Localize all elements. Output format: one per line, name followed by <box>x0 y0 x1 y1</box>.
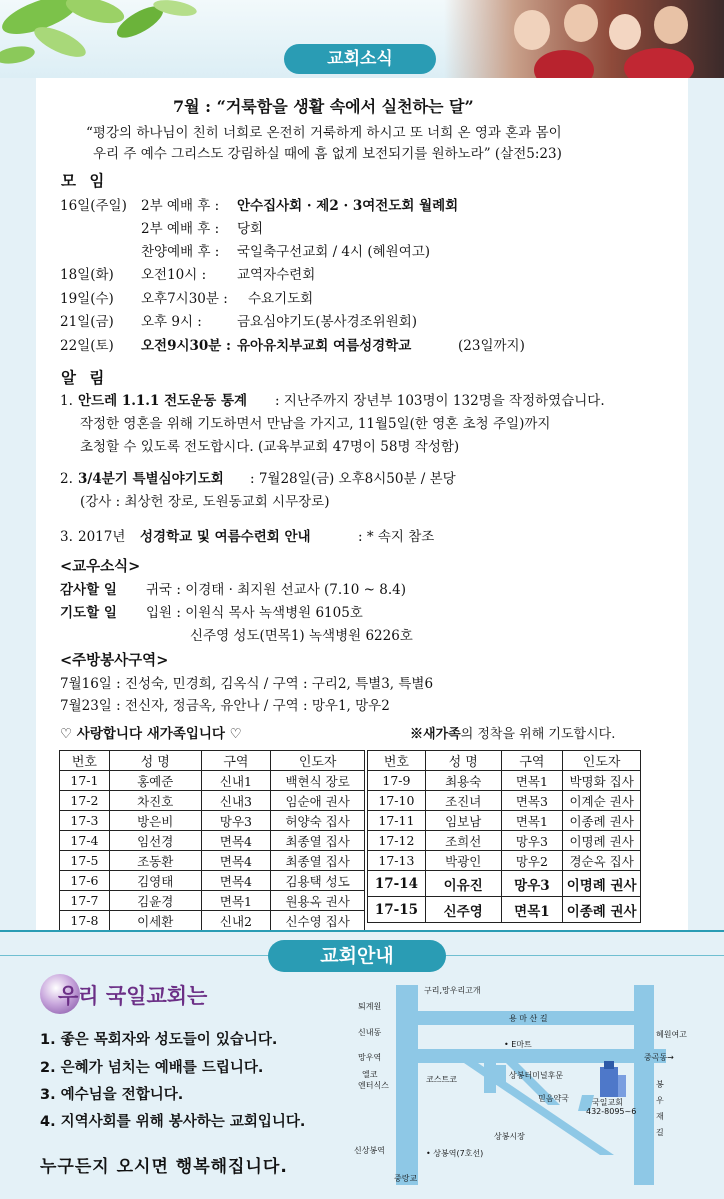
newcomers-note-text: 의 정착을 위해 기도합시다. <box>460 727 616 742</box>
map-label: 엔터식스 <box>358 1081 389 1090</box>
member-name: 이유진 <box>425 871 501 897</box>
table-row <box>368 871 641 897</box>
verse-line-1: “평강의 하나님이 친히 너희로 온전히 거룩하게 하시고 또 너희 온 영과 혼과 몸이 <box>86 125 562 141</box>
prayer-label: 기도할 일 <box>60 605 117 621</box>
thanks-text: 귀국 : 이경태 · 최지원 선교사 (7.10 ~ 8.4) <box>146 582 406 598</box>
choir-photo <box>444 0 724 78</box>
table-row <box>60 891 365 911</box>
member-number: 17-14 <box>368 871 426 897</box>
verse-line-2: 우리 주 예수 그리스도 강림하실 때에 흠 없게 보전되기를 원하노라” (살전5:23) <box>93 146 562 162</box>
member-number: 17-8 <box>60 911 110 931</box>
member-district: 망우3 <box>201 811 271 831</box>
meeting-time: 2부 예배 후 : <box>141 221 220 237</box>
member-name: 신주영 <box>425 897 501 923</box>
meeting-event: 교역자수련회 <box>237 267 316 283</box>
meeting-time: 오후 9시 : <box>141 314 202 330</box>
member-name: 임보남 <box>425 811 501 831</box>
member-district: 면목1 <box>201 891 271 911</box>
member-number: 17-6 <box>60 871 110 891</box>
member-guide: 이명례 권사 <box>563 831 641 851</box>
member-guide: 백현식 장로 <box>271 771 365 791</box>
member-guide: 신수영 집사 <box>271 911 365 931</box>
member-name: 박광인 <box>425 851 501 871</box>
kitchen-heading: <주방봉사구역> <box>60 652 169 669</box>
meeting-time: 2부 예배 후 : <box>141 198 220 214</box>
member-guide: 최종열 집사 <box>271 851 365 871</box>
meeting-day: 16일(주일) <box>60 198 127 214</box>
member-district: 망우3 <box>501 871 563 897</box>
location-map <box>354 985 687 1185</box>
map-label: 국일교회 <box>592 1098 623 1107</box>
monthly-theme-title: 7월 : “거룩함을 생활 속에서 실천하는 달” <box>173 97 474 116</box>
member-name: 김윤경 <box>109 891 201 911</box>
member-guide: 이종례 권사 <box>563 897 641 923</box>
newcomers-note-bold: ※새가족 <box>410 727 461 742</box>
column-header: 인도자 <box>563 751 641 771</box>
meeting-note: (23일까지) <box>458 338 525 354</box>
member-guide: 임순애 권사 <box>271 791 365 811</box>
member-name: 최용숙 <box>425 771 501 791</box>
kitchen-row-1: 7월16일 : 진성숙, 민경희, 김옥식 / 구역 : 구리2, 특별3, 특별6 <box>60 676 434 692</box>
notice-1-num: 1. <box>60 393 73 409</box>
map-label: 용 마 산 길 <box>509 1014 548 1023</box>
notice-1-line3: 초청할 수 있도록 전도합시다. (교육부교회 47명이 58명 작성함) <box>80 439 460 455</box>
table-header-row <box>60 751 365 771</box>
table-row <box>368 851 641 871</box>
table-row <box>60 871 365 891</box>
column-header: 성 명 <box>425 751 501 771</box>
table-row <box>60 851 365 871</box>
member-district: 망우2 <box>501 851 563 871</box>
notice-1-text: : 지난주까지 장년부 103명이 132명을 작정하였습니다. <box>275 393 605 409</box>
member-number: 17-4 <box>60 831 110 851</box>
member-number: 17-9 <box>368 771 426 791</box>
map-label: 중곡동→ <box>644 1053 674 1062</box>
column-header: 구역 <box>201 751 271 771</box>
member-district: 망우3 <box>501 831 563 851</box>
meeting-event: 안수집사회 · 제2 · 3여전도회 월례회 <box>237 198 459 214</box>
meeting-event: 금요심야기도(봉사경조위원회) <box>237 314 418 330</box>
member-number: 17-7 <box>60 891 110 911</box>
meeting-day: 21일(금) <box>60 314 114 330</box>
prayer-text-1: 입원 : 이원식 목사 녹색병원 6105호 <box>146 605 363 621</box>
column-header: 번호 <box>368 751 426 771</box>
meeting-event: 국일축구선교회 / 4시 (혜원여고) <box>237 244 431 260</box>
notice-2-line2: (강사 : 최상헌 장로, 도원동교회 시무장로) <box>80 494 330 510</box>
meeting-day: 22일(토) <box>60 338 114 354</box>
column-header: 인도자 <box>271 751 365 771</box>
notice-1-line2: 작정한 영혼을 위해 기도하면서 만남을 가지고, 11월5일(한 영혼 초청 주일)까지 <box>80 416 551 432</box>
member-name: 조희선 <box>425 831 501 851</box>
notice-2-num: 2. <box>60 471 73 487</box>
meeting-time: 오전9시30분 : <box>141 338 232 354</box>
member-name: 차진호 <box>109 791 201 811</box>
notice-2-text: : 7월28일(금) 오후8시50분 / 본당 <box>250 471 456 487</box>
map-label: • 상봉역(7호선) <box>426 1149 484 1158</box>
table-row <box>368 811 641 831</box>
meeting-day: 19일(수) <box>60 291 114 307</box>
notice-3-title: 성경학교 및 여름수련회 안내 <box>140 529 311 545</box>
notice-3-text: : * 속지 참조 <box>358 529 435 545</box>
meetings-heading: 모 임 <box>61 171 109 190</box>
member-guide: 최종열 집사 <box>271 831 365 851</box>
member-number: 17-3 <box>60 811 110 831</box>
member-number: 17-10 <box>368 791 426 811</box>
member-district: 신내3 <box>201 791 271 811</box>
table-row <box>60 811 365 831</box>
members-news-heading: <교우소식> <box>60 558 141 575</box>
member-name: 홍예준 <box>109 771 201 791</box>
kitchen-row-2: 7월23일 : 전신자, 정금옥, 유안나 / 구역 : 망우1, 망우2 <box>60 698 390 714</box>
meeting-event: 수요기도회 <box>248 291 314 307</box>
member-district: 면목1 <box>501 897 563 923</box>
map-label: 봉 우 재 길 <box>656 1080 664 1137</box>
table-row <box>368 897 641 923</box>
newcomers-note <box>410 725 615 745</box>
map-label: 혜원여고 <box>656 1030 687 1039</box>
notice-2-title: 3/4분기 특별심야기도회 <box>78 471 224 487</box>
map-label: 중랑교 <box>394 1174 418 1183</box>
meeting-event: 당회 <box>237 221 264 237</box>
member-district: 신내2 <box>201 911 271 931</box>
member-name: 조동환 <box>109 851 201 871</box>
newcomers-table-left <box>59 750 365 931</box>
member-district: 면목1 <box>501 811 563 831</box>
notice-1-title: 안드레 1.1.1 전도운동 통계 <box>78 393 248 409</box>
member-number: 17-11 <box>368 811 426 831</box>
member-guide: 김용택 성도 <box>271 871 365 891</box>
table-row <box>368 771 641 791</box>
table-row <box>60 831 365 851</box>
member-district: 면목1 <box>501 771 563 791</box>
table-row <box>60 911 365 931</box>
member-number: 17-12 <box>368 831 426 851</box>
church-intro-item: 3. 예수님을 전합니다. <box>40 1087 184 1103</box>
thanks-label: 감사할 일 <box>60 582 117 598</box>
member-name: 김영태 <box>109 871 201 891</box>
member-number: 17-1 <box>60 771 110 791</box>
newcomers-heading: ♡ 사랑합니다 새가족입니다 ♡ <box>60 726 242 742</box>
map-label: 코스트코 <box>426 1075 457 1084</box>
notice-3-num: 3. <box>60 529 73 545</box>
map-label: 퇴계원 <box>358 1002 382 1011</box>
notices-heading: 알 림 <box>61 368 109 387</box>
map-label: 432-8095~6 <box>586 1107 637 1116</box>
map-label: 신상봉역 <box>354 1146 385 1155</box>
map-label: • E마트 <box>504 1040 532 1049</box>
member-guide: 허양숙 집사 <box>271 811 365 831</box>
meeting-time: 오후7시30분 : <box>141 291 228 307</box>
notice-3-year: 2017년 <box>78 529 126 545</box>
member-number: 17-13 <box>368 851 426 871</box>
column-header: 구역 <box>501 751 563 771</box>
map-label: 망우역 <box>358 1053 382 1062</box>
member-guide: 원용옥 권사 <box>271 891 365 911</box>
newcomers-table-right <box>367 750 641 923</box>
table-row <box>60 771 365 791</box>
map-label: 신내동 <box>358 1028 382 1037</box>
church-building-icon <box>600 1061 626 1097</box>
map-label: 엘코 <box>362 1070 378 1079</box>
member-district: 면목4 <box>201 871 271 891</box>
church-news-pill: 교회소식 <box>284 44 436 74</box>
member-name: 임선경 <box>109 831 201 851</box>
member-guide: 이종례 권사 <box>563 811 641 831</box>
member-guide: 경순옥 집사 <box>563 851 641 871</box>
meeting-time: 찬양예배 후 : <box>141 244 220 260</box>
map-label: 상봉터미널후문 <box>509 1071 564 1080</box>
church-guide-pill: 교회안내 <box>268 940 446 972</box>
section-divider <box>0 930 724 932</box>
member-number: 17-15 <box>368 897 426 923</box>
church-intro-title: 우리 국일교회는 <box>58 984 208 1008</box>
member-district: 면목4 <box>201 831 271 851</box>
member-number: 17-5 <box>60 851 110 871</box>
table-row <box>368 791 641 811</box>
member-name: 이세환 <box>109 911 201 931</box>
map-label: 구리,망우리고개 <box>424 986 481 995</box>
member-guide: 박명화 집사 <box>563 771 641 791</box>
meeting-day: 18일(화) <box>60 267 114 283</box>
member-guide: 이명례 권사 <box>563 871 641 897</box>
table-row <box>368 831 641 851</box>
column-header: 번호 <box>60 751 110 771</box>
church-intro-item: 4. 지역사회를 위해 봉사하는 교회입니다. <box>40 1114 306 1130</box>
column-header: 성 명 <box>109 751 201 771</box>
member-name: 조진녀 <box>425 791 501 811</box>
member-district: 신내1 <box>201 771 271 791</box>
leaves-decoration <box>0 0 230 78</box>
meeting-event: 유아유치부교회 여름성경학교 <box>237 338 412 354</box>
church-intro-item: 2. 은혜가 넘치는 예배를 드립니다. <box>40 1060 264 1076</box>
member-district: 면목3 <box>501 791 563 811</box>
meeting-time: 오전10시 : <box>141 267 207 283</box>
table-row <box>60 791 365 811</box>
member-name: 방은비 <box>109 811 201 831</box>
table-header-row <box>368 751 641 771</box>
map-label: 상봉시장 <box>494 1132 525 1141</box>
prayer-text-2: 신주영 성도(면목1) 녹색병원 6226호 <box>190 628 413 644</box>
member-guide: 이계순 권사 <box>563 791 641 811</box>
member-district: 면목4 <box>201 851 271 871</box>
church-slogan: 누구든지 오시면 행복해집니다. <box>40 1157 288 1177</box>
map-label: 믿음약국 <box>538 1094 569 1103</box>
church-intro-item: 1. 좋은 목회자와 성도들이 있습니다. <box>40 1032 278 1048</box>
member-number: 17-2 <box>60 791 110 811</box>
